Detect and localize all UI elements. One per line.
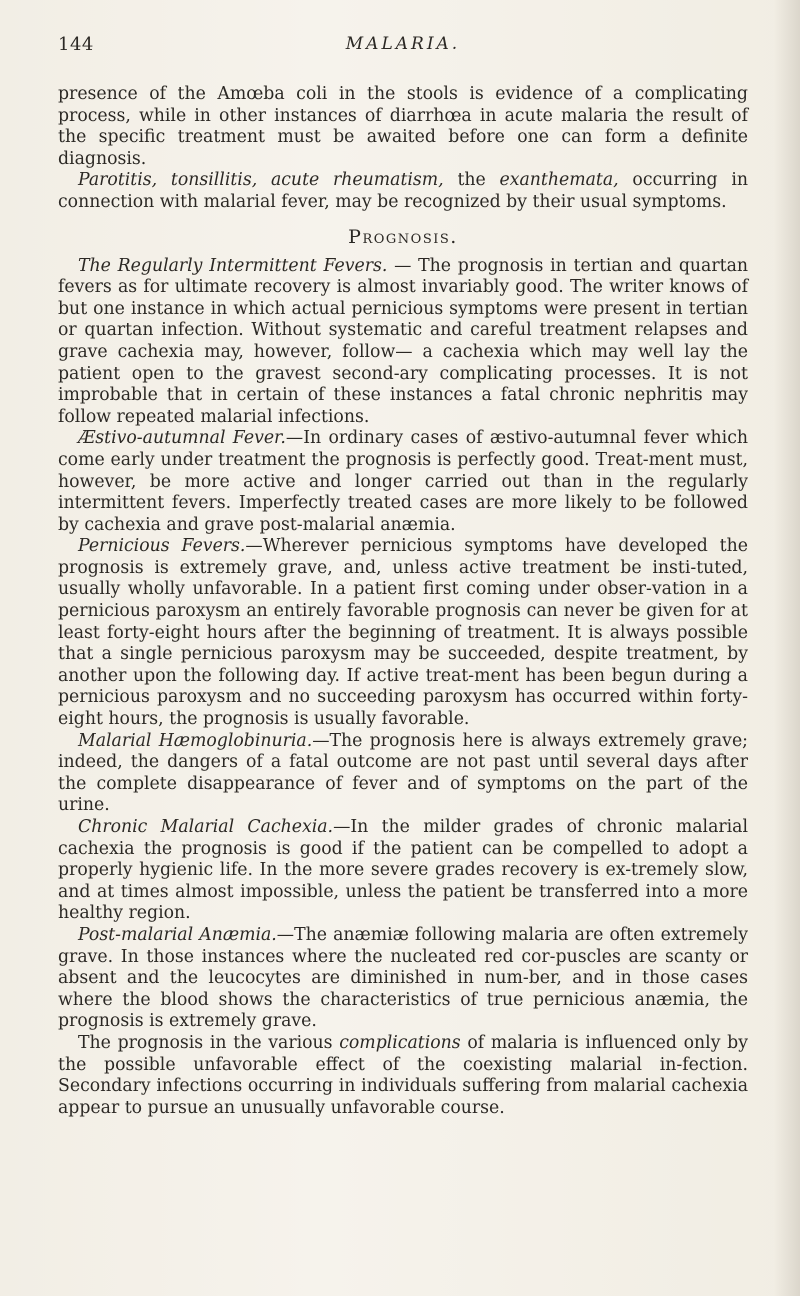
paragraph-lead: Malarial Hæmoglobinuria. bbox=[78, 730, 313, 751]
paragraph-text: The prognosis in the various bbox=[78, 1032, 340, 1053]
paragraph-amoeba bbox=[58, 84, 748, 170]
paragraph-complications bbox=[58, 1033, 748, 1119]
paragraph-lead: The Regularly Intermittent Fevers. bbox=[78, 255, 388, 276]
paragraph-pernicious bbox=[58, 536, 748, 730]
paragraph-lead: Parotitis, tonsillitis, acute rheumatism, bbox=[78, 170, 444, 191]
paragraph-post-malarial-anaemia bbox=[58, 925, 748, 1033]
paragraph-text: occurring in connection with malarial fever, may be recognized by their usual symptoms. bbox=[58, 170, 748, 212]
paragraph-lead: Æstivo-autumnal Fever. bbox=[78, 428, 286, 449]
paragraph-text: of malaria is influenced only by the possible unfavorable effect of the coexisting malarial in-fection. Secondary infections occurring in individuals suffering from malarial cachexia appear to pursue an unusually unfavorable course. bbox=[58, 1032, 748, 1118]
paragraph-parotitis bbox=[58, 170, 748, 213]
section-heading-prognosis: Prognosis. bbox=[348, 225, 458, 248]
paragraph-text: —Wherever pernicious symptoms have developed the prognosis is extremely grave, and, unless active treatment be insti-tuted, usually wholly unfavorable. In a patient first coming under obser-vation in a pernicious paroxysm an entirely favorable prognosis can never be given for at least forty-eight hours after the beginning of treatment. It is always possible that a single pernicious paroxysm may be succeeded, despite treatment, by another upon the following day. If active treat-ment has been begun during a pernicious paroxysm and no succeeding paroxysm has occurred within forty-eight hours, the prognosis is usually favorable. bbox=[58, 536, 748, 730]
paragraph-lead: Pernicious Fevers. bbox=[78, 536, 246, 557]
paragraph-text: the bbox=[443, 170, 500, 191]
paragraph-lead: exanthemata, bbox=[499, 170, 619, 191]
paragraph-text: —In the milder grades of chronic malarial cachexia the prognosis is good if the patient can be compelled to adopt a properly hygienic life. In the more severe grades recovery is ex-tremely slow, and at times almost impossible, unless the patient be transferred into a more healthy region. bbox=[58, 817, 748, 924]
paragraph-lead: Post-malarial Anæmia. bbox=[78, 924, 277, 945]
paragraph-text: —In ordinary cases of æstivo-autumnal fever which come early under treatment the prognosis is perfectly good. Treat-ment must, however, be more active and longer carried out than in the regularly intermittent fevers. Imperfectly treated cases are more likely to be followed by cachexia and grave post-malarial anæmia. bbox=[58, 428, 748, 535]
paragraph-lead: complications bbox=[339, 1032, 461, 1053]
page-number: 144 bbox=[58, 34, 94, 55]
paragraph-haemoglobinuria bbox=[58, 731, 748, 817]
paragraph-text: —The anæmiæ following malaria are often extremely grave. In those instances where the nucleated red cor-puscles are scanty or absent and the leucocytes are diminished in num-ber, and in those cases where the blood shows the characteristics of true pernicious anæmia, the prognosis is extremely grave. bbox=[58, 924, 748, 1032]
paragraph-text: —The prognosis here is always extremely grave; indeed, the dangers of a fatal outcome are not past until several days after the complete disappearance of fever and of symptoms on the part of the urine. bbox=[58, 730, 748, 816]
paragraph-regular-intermittent bbox=[58, 256, 748, 429]
running-title: MALARIA. bbox=[345, 34, 461, 54]
paragraph-text: presence of the Amœba coli in the stools is evidence of a complicating process, while in other instances of diarrhœa in acute malaria the result of the specific treatment must be awaited before one can form a definite diagnosis. bbox=[58, 84, 748, 169]
running-head bbox=[58, 34, 748, 60]
paragraph-lead: Chronic Malarial Cachexia. bbox=[78, 817, 334, 837]
page-edge-shadow bbox=[774, 0, 800, 1296]
paragraph-aestivo-autumnal bbox=[58, 428, 748, 536]
paragraph-chronic-cachexia bbox=[58, 817, 748, 925]
paragraph-text: — The prognosis in tertian and quartan fevers as for ultimate recovery is almost invariably good. The writer knows of but one instance in which actual pernicious symptoms were present in tertian or quartan infection. Without systematic and careful treatment relapses and grave cachexia may, however, follow— a cachexia which may well lay the patient open to the gravest second-ary complicating processes. It is not improbable that in certain of these instances a fatal chronic nephritis may follow repeated malarial infections. bbox=[58, 255, 748, 427]
body-text bbox=[58, 84, 748, 1119]
